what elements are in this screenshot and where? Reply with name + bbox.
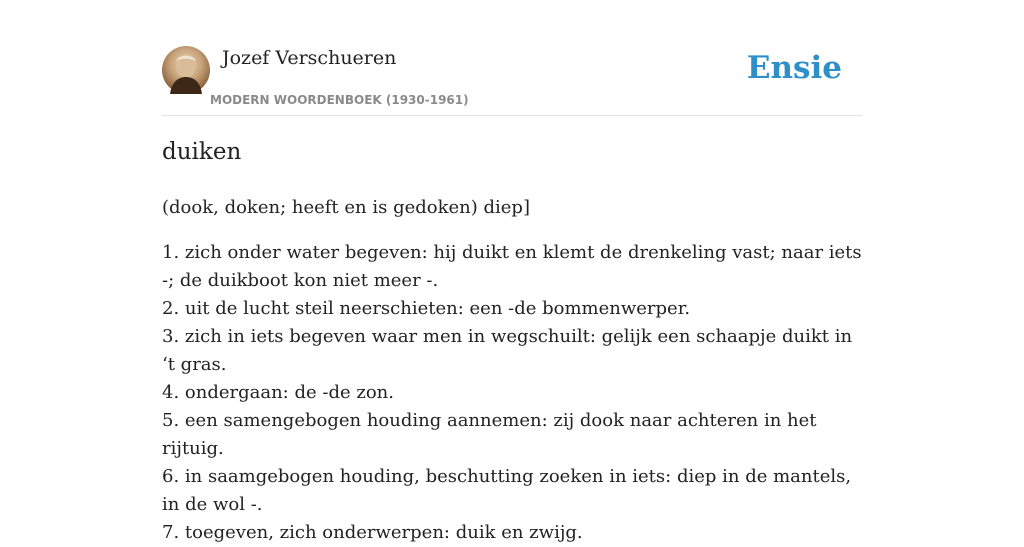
definition-item: 6. in saamgebogen houding, beschutting zoeken in iets: diep in de mantels, in de wol -.: [162, 466, 852, 515]
author-avatar[interactable]: [162, 46, 210, 94]
definition-item: 4. ondergaan: de -de zon.: [162, 382, 394, 403]
portrait-image: [162, 46, 210, 94]
definition-item: 1. zich onder water begeven: hij duikt en klemt de drenkeling vast; naar iets -; de duikboot kon niet meer -.: [162, 242, 862, 291]
author-name[interactable]: Jozef Verschueren: [222, 47, 397, 69]
entry-grammar: (dook, doken; heeft en is gedoken) diep]: [162, 197, 530, 218]
definition-item: 2. uit de lucht steil neerschieten: een -de bommenwerper.: [162, 298, 691, 319]
definition-item: 5. een samengebogen houding aannemen: zij dook naar achteren in het rijtuig.: [162, 410, 817, 459]
definition-item: 3. zich in iets begeven waar men in wegschuilt: gelijk een schaapje duikt in ‘t gras.: [162, 326, 853, 375]
header-divider: [162, 115, 862, 116]
entry-header: [162, 46, 862, 116]
definition-item: 7. toegeven, zich onderwerpen: duik en zwijg.: [162, 522, 583, 543]
entry-term: duiken: [162, 139, 242, 165]
definition-list: [162, 239, 862, 547]
brand-logo[interactable]: Ensie: [746, 50, 842, 86]
source-label[interactable]: MODERN WOORDENBOEK (1930-1961): [210, 93, 469, 107]
